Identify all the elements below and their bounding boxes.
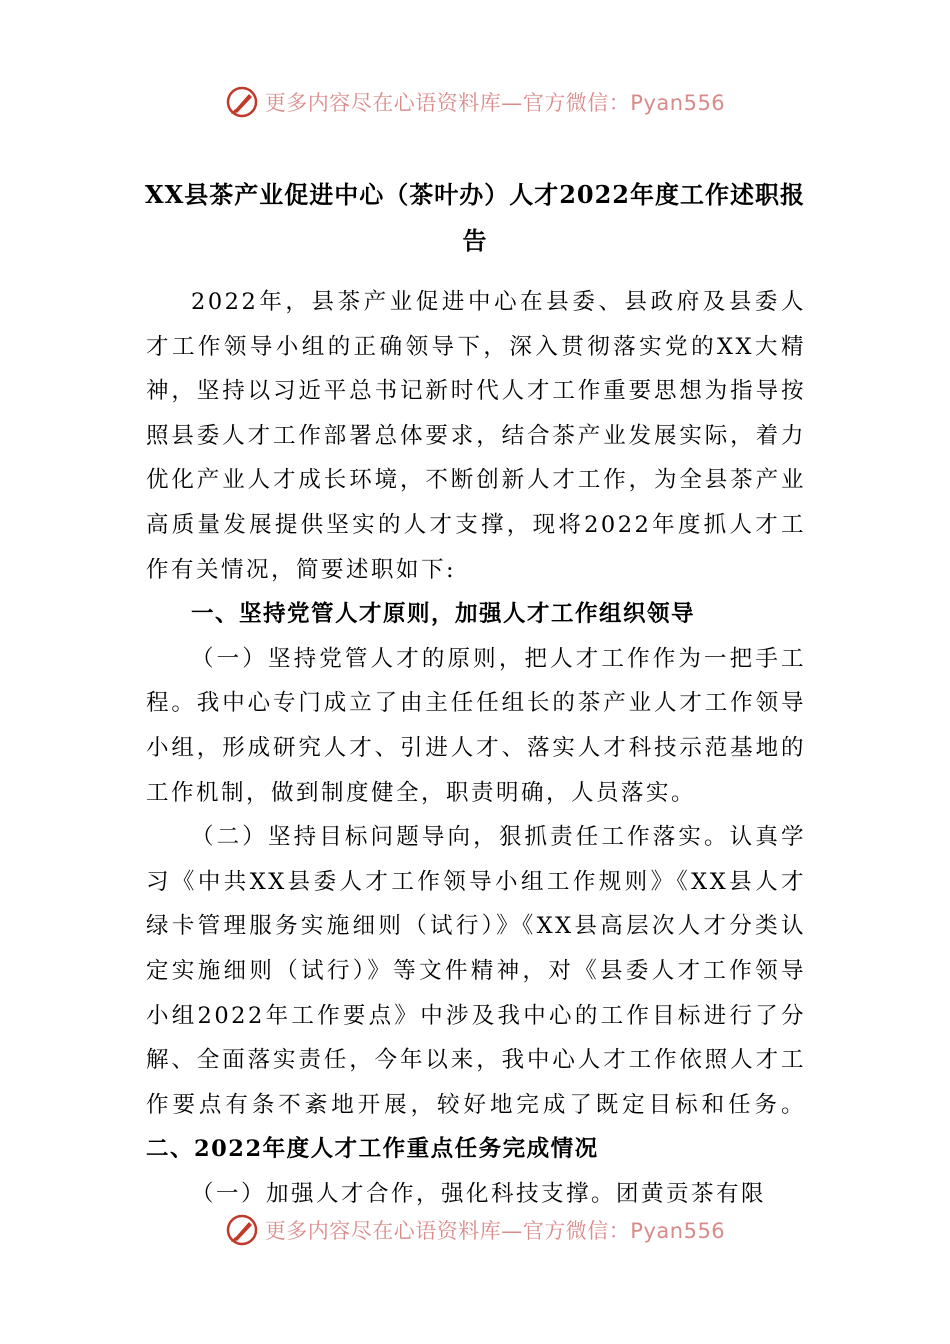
pen-logo-icon xyxy=(225,85,259,119)
section2-heading: 二、2022年度人才工作重点任务完成情况 xyxy=(146,1136,599,1163)
section1-paragraph-2-text: （二）坚持目标问题导向，狠抓责任工作落实。认真学习《中共XX县委人才工作领导小组工作规则》《XX县人才绿卡管理服务实施细则（试行）》《XX县高层次人才分类认定实施细则（试行）》等文件精神，对《县委人才工作领导小组2022年工作要点》中涉及我中心的工作目标进行了分解、全面落实责任，今年以来，我中心人才工作依照人才工作要点有条不紊地开展，较好地完成了既定目标和任务。 xyxy=(146,824,806,1118)
watermark-text: 更多内容尽在心语资料库—官方微信：Pyan556 xyxy=(264,91,726,115)
intro-paragraph: 2022年，县茶产业促进中心在县委、县政府及县委人才工作领导小组的正确领导下，深入贯彻落实党的XX大精神，坚持以习近平总书记新时代人才工作重要思想为指导按照县委人才工作部署总体要求，结合茶产业发展实际，着力优化产业人才成长环境，不断创新人才工作，为全县茶产业高质量发展提供坚实的人才支撑，现将2022年度抓人才工作有关情况，简要述职如下: xyxy=(146,289,806,583)
watermark-banner-bottom xyxy=(0,1210,950,1250)
document-title: XX县茶产业促进中心（茶叶办）人才2022年度工作述职报告 xyxy=(144,180,806,255)
pen-logo-icon xyxy=(225,1213,259,1247)
watermark-banner-top xyxy=(0,82,950,122)
section1-heading: 一、坚持党管人才原则，加强人才工作组织领导 xyxy=(191,601,696,628)
section1-paragraph-1: （一）坚持党管人才的原则，把人才工作作为一把手工程。我中心专门成立了由主任任组长的茶产业人才工作领导小组，形成研究人才、引进人才、落实人才科技示范基地的工作机制，做到制度健全，职责明确，人员落实。 xyxy=(146,645,806,806)
document-body xyxy=(146,280,806,1216)
section1-paragraph-2 xyxy=(146,815,806,1172)
watermark-text: 更多内容尽在心语资料库—官方微信：Pyan556 xyxy=(264,1219,726,1243)
section2-paragraph-1: （一）加强人才合作，强化科技支撑。团黄贡茶有限 xyxy=(191,1180,767,1207)
